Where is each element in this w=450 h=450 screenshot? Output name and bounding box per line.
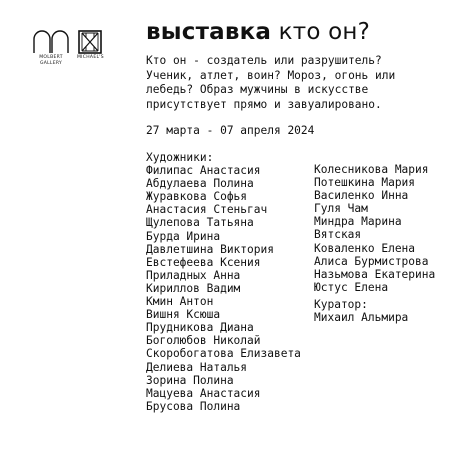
artist-name: Щулепова Татьяна [146,216,254,230]
artist-name: Абдулаева Полина [146,177,254,191]
molbert-gallery-logo [32,30,70,66]
artist-name: Потешкина Мария [314,176,416,190]
artist-name: Василенко Инна [314,189,409,203]
artist-name: Юстус Елена [314,280,389,294]
logos [32,30,104,66]
artist-name: Колесникова Мария [314,163,429,176]
artist-name: Делиева Наталья [146,360,248,374]
artist-name: Гуля Чам [314,202,368,216]
molbert-arches-icon [32,30,70,54]
artists-column-2 [314,163,435,294]
artist-name: Приладных Анна [146,268,241,282]
artist-name: Боголюбов Николай [146,334,261,348]
michaels-logo [77,30,104,60]
description-line: Ученик, атлет, воин? Мороз, огонь или [146,68,396,82]
description-line: присутствует прямо и завуалировано. [146,97,382,111]
artist-name: Зорина Полина [146,373,234,387]
curator-block [314,298,408,324]
artist-name: Назьмова Екатерина [314,267,436,281]
artist-name: Бурда Ирина [146,229,221,243]
artist-name: Филипас Анастасия [146,164,261,178]
artists-column-1 [146,151,301,413]
exhibition-dates: 27 марта - 07 апреля 2024 [146,124,315,137]
description-line: Кто он - создатель или разрушитель? [146,54,382,67]
artist-name: Прудникова Диана [146,321,254,335]
artist-name: Скоробогатова Елизавета [146,347,301,361]
artist-name: Кириллов Вадим [146,281,241,295]
curator-name: Михаил Альмира [314,311,409,325]
michaels-square-icon [78,30,102,54]
title-word-exhibition: выставка [146,19,272,45]
exhibition-title [146,19,370,45]
artist-name: Вишня Ксюша [146,308,221,322]
artist-name: Алиса Бурмистрова [314,254,429,268]
artist-name: Коваленко Елена [314,241,416,255]
artist-name: Давлетшина Виктория [146,242,274,256]
molbert-caption-line-1: MOLBERT [39,55,63,60]
artist-name: Вятская [314,228,362,242]
description-line: лебедь? Образ мужчины в искусстве [146,83,369,97]
artist-name: Кмин Антон [146,295,214,309]
description [146,54,446,112]
artist-name: Евстефеева Ксения [146,255,261,269]
artist-name: Анастасия Стеньгач [146,203,268,217]
artist-name: Миндра Марина [314,215,402,229]
curator-label: Куратор: [314,298,368,311]
title-question: кто он? [278,19,371,45]
artists-label: Художники: [146,151,214,164]
artist-name: Журавкова Софья [146,190,248,204]
michaels-caption: MICHAEL'S [77,55,104,60]
artist-name: Брусова Полина [146,399,241,413]
artist-name: Мацуева Анастасия [146,386,261,400]
molbert-caption-line-2: GALLERY [39,61,63,66]
